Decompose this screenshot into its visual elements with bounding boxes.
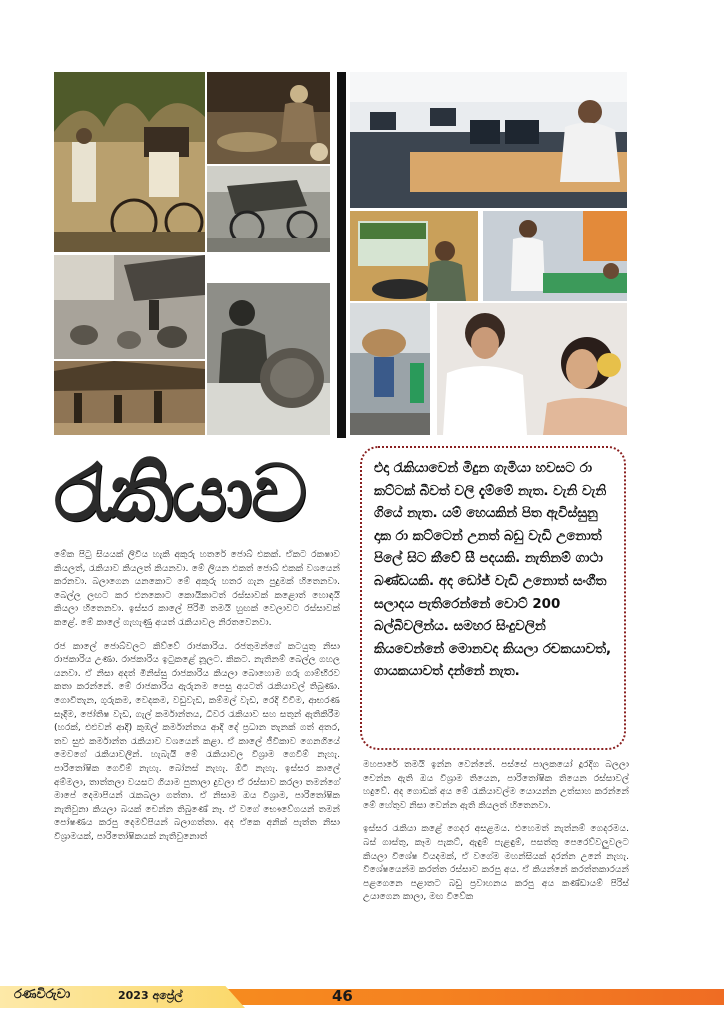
left-column [54,548,340,978]
paragraph: රජ කාලේ ජොබ්වලට කිව්වේ රාජකාරිය. රජතුමන්ගේ කටයුතු නිසා රාජකාරිය උණා. රාජකාරිය ඉටුකළේ නූලට. කිකට. නැතිනම් බෙල්ල ගහල යනවා. ඒ නිසා අදත් මිනිස්සු රාජකාරිය කියලා බොහොම ගරු ගාම්භීරව කතා කරන්නේ. මේ රාජකාරිය ඇරුනම පෙසු අයටත් රැකියාවල් තිබුණා. ගොවිතැන, ගුරුකම, වෙදකම, වඩුවැඩ, කම්මල් වැඩ, රෙදි විවීම, ආභරණ සෑදීම, ජෝතිෂ වැඩ, ගැල් කර්මාන්තය, ධීවර රැකියාව සහ සතුන් ඇතිකිරීම (හරක්, එළුවන් ආදී) කුඹල් කර්මාන්තය ආදි දේ ප්‍රධාන තැනක් ගත් අතර, තව සුළු කර්මාන්ත රැකියාව වශයෙන් කළා. ඒ කාලේ ජීවිකාව ගෙනගියේ මෙවගේ රැකියාවලින්. හැබැයි මේ රැකියාවල විශ්‍රාම ගෙවීම් නැහැ. පාරිතෝෂික ගෙවීම් නැහැ. බෝනස් නැහැ. ඕටී නැහැ. ඉස්සර කාලේ අම්මලා, තාත්තලා වයසට ගියාම පුතාලා දුවලා ඒ රස්සාව කරලා තමන්ගේ මාපේ දෙමාපියන් රැකබලා ගත්තා. ඒ නිසාම ඔය විශ්‍රාම, පාරිතෝෂික නැතිවුනා කියලා බයක් චෙන්න තිබුණේ නෑ. ඒ වගේ භෞවේගයන් තමන් පෝෂණය කරපු දෙමව්පියන් බලාගත්තා. අද ඒකෙ අනික් පැත්ත නිසා විශ්‍රාමයක්, පාරිතෝෂිකයක් නැතිවුනොත් [54,640,340,842]
issue-date: 2023 අප්‍රේල් [118,989,183,1002]
paragraph: ඉස්සර රැකියා කළේ ගෙදර අසළමය. එහෙමත් නැත්නම් ගෙදරමය. බස් ගාස්තු, කෑම පැකට්, ඇඳුම් පැළඳුම්, පසත්තු පෙරෙව්වලුවලට කියලා විශේෂ වියදමක්, ඒ වගේම මහන්සියක් දරන්න උනේ නැහැ. විශේෂයෙන්ම කරත්ත රස්සාව කරපු අය. ඒ කියන්නේ කරත්තකාරයන් පළගෙනෙ පළාතට බඩු ප්‍රවාහනය කරපු අය කණ්ඩායම් පිරිස් උයාගෙන කාලා, මඟ වීවේක [363,823,629,903]
pull-quote: එදා රැකියාවෙන් මිදුන ගැමියා හවසට රා කට්ටක් බීවත් වලි දැම්මේ නැත. වැනි වැනි ගියේ නැත. යම් හෙයකින් පිත ඇවිස්සුනු දාක රා කට්ටෙන් උනත් බඩු වැඩි උනොත් පිලේ සිට කීවේ සී පදයකි. නැතිනම් ගාථා බණ්ඩයකි. අද ඩෝජ් වැඩි උනොත් සංගීත සලාදය පැතිරෙන්නේ වොට් 200 බල්බිවලින්ය. සමහර සිංදුවලින් කියවෙන්නේ මොනවද කියලා රචකයාවත්, ගායකයාවත් දන්නේ නැත. [360,446,626,750]
divider-bar [337,72,346,438]
photo-village-workers [54,361,205,435]
photo-craftsman [207,72,330,164]
headline: රැකියාව [54,449,305,539]
photo-village-pottery [54,255,205,359]
photo-nurse [483,211,627,301]
photo-bullock-cart [207,166,330,252]
magazine-name: රණවිරුවා [14,987,71,1002]
photo-rickshaw [54,72,205,252]
photo-call-center [350,72,627,208]
photo-porter [350,303,430,435]
paragraph: මේක පිටු සියයක් ලිවිය හැකි අකුරු හතරේ ජොබ් එකක්. ඒකට රකෂාව කියලත්, රැකියාව කියලත් කියනවා. මේ ලියන එකත් ජොබ් එකක් වශයෙන් කරනවා. බලාගෙන යනකොට මේ අකුරු හතර ගැන පුදුමක් හිතෙනවා. බෙල්ල ලඟට කර එනකොට කොයිකාටත් රස්සාවක් කළොත් හොඳයි කියලා හිතෙනවා. ඉස්සර කාලේ පිරිමි තමයි හුඟක් වෙලාවට රස්සාවක් කළේ. මේ කාලේ ගැහැණු අයත් රැකියාවල නිරතවෙනවා. [54,549,340,628]
page-number: 46 [332,987,353,1005]
photo-gem-miner [207,283,330,435]
paragraph: මහපාරේ තමයි ඉන්න වෙන්නේ. පස්සේ පාලකයෝ දූරදිග බලලා චෙන්න ඇති ඔය විශ්‍රාම තියෙන, පාරිතෝෂික තියෙන රස්සාවල් හදුවේ. අද ගොඩක් අය මේ රැකියාවල්ම යොයන්න උත්සාහ කරන්නේ මේ හේතුව නිසා වෙන්න ඇති කියලත් හිතෙනවා. [363,759,629,811]
photo-bus-driver [350,211,478,301]
right-column [363,758,629,978]
photo-makeup-artist [437,303,627,435]
